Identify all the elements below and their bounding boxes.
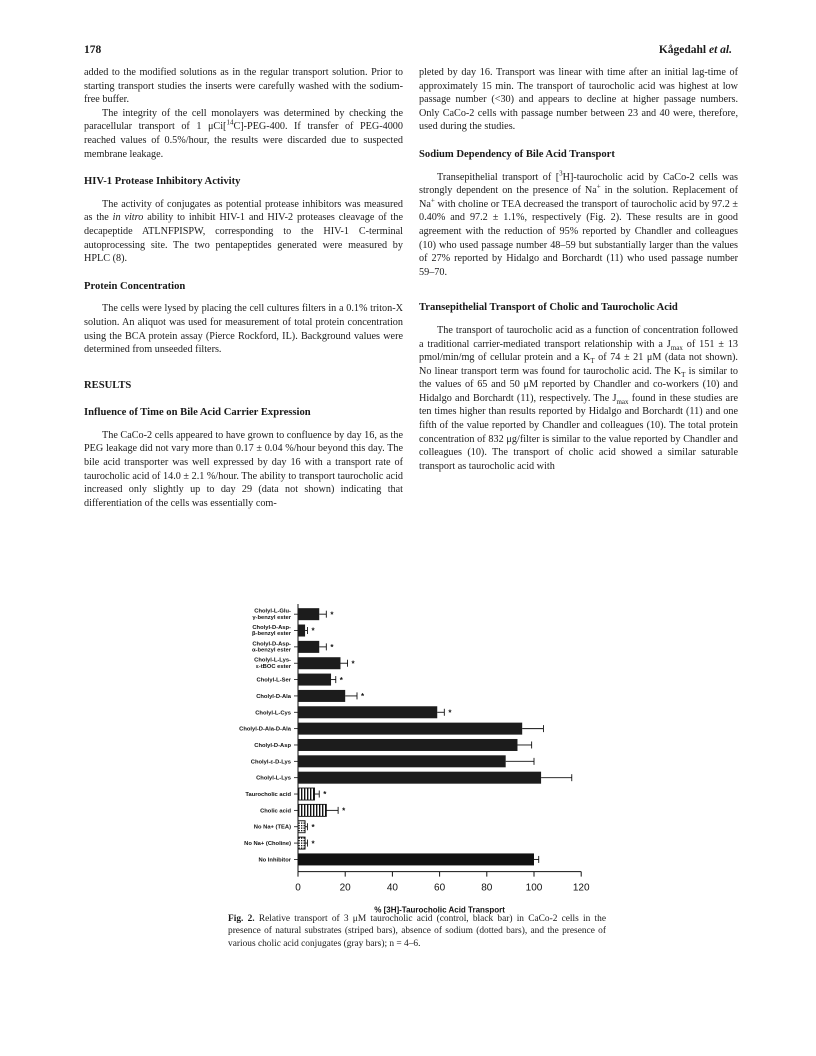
- bar: [298, 837, 305, 849]
- paragraph: The CaCo-2 cells appeared to have grown to confluence by day 16, as the PEG leakage did not vary more than 0.17 ± 0.04 %/hour beyond this day. The bile acid transporter was well expressed by day 16 with a transport rate of taurocholic acid of 14.0 ± 2.1 %/hour. The ability to transport taurocholic acid increased only slightly up to day 29 (data not shown) indicating that differentiation of the cells was essentially com-: [84, 429, 403, 509]
- category-label-line: Cholyl-D-Ala: [256, 693, 291, 700]
- x-tick-label: 100: [525, 882, 543, 894]
- category-label: [256, 776, 291, 782]
- significance-marker: *: [311, 626, 315, 636]
- category-label: [254, 825, 291, 831]
- bar: [298, 625, 305, 637]
- section-heading-results: RESULTS: [84, 379, 132, 391]
- significance-marker: *: [448, 708, 452, 718]
- x-tick-label: 0: [295, 882, 301, 894]
- right-column: [419, 66, 738, 473]
- category-label-line: No Na+ (Choline): [244, 841, 291, 848]
- category-label-line: Cholic acid: [260, 808, 291, 815]
- category-label: [260, 808, 291, 814]
- category-label-line: Cholyl-ε-D-Lys: [250, 759, 291, 766]
- section-heading-transport: Transepithelial Transport of Cholic and Taurocholic Acid: [419, 302, 678, 314]
- category-label-line: Cholyl-D-Asp: [254, 742, 291, 749]
- section-heading-time: Influence of Time on Bile Acid Carrier Expression: [84, 407, 311, 419]
- bar: [298, 690, 345, 702]
- x-tick-label: 40: [386, 882, 398, 894]
- paragraph: pleted by day 16. Transport was linear with time after an initial lag-time of approximately 15 min. The transport of taurocholic acid was highest at low passage number (<30) and appears to decline at higher passage numbers. Only CaCo-2 cells with passage number between 23 and 40 were, therefore, used during the studies.: [419, 67, 738, 133]
- page-number: 178: [84, 44, 102, 56]
- category-label-line: No Inhibitor: [258, 857, 291, 864]
- paragraph: The cells were lysed by placing the cell cultures filters in a 0.1% triton-X solution. An aliquot was used for measurement of total protein concentration using the BCA protein assay (Pierce Rockford, IL). Background values were determined from unseeded filters.: [84, 303, 403, 356]
- category-label: [255, 710, 291, 716]
- category-label: [257, 678, 292, 684]
- bar: [298, 674, 331, 686]
- significance-marker: *: [351, 659, 355, 669]
- category-label-line: ε-tBOC ester: [256, 663, 291, 670]
- category-label: [245, 792, 291, 798]
- x-axis-title: % [3H]-Taurocholic Acid Transport: [374, 905, 505, 915]
- category-label-line: Cholyl-L-Cys: [255, 710, 291, 717]
- bar: [298, 821, 305, 833]
- significance-marker: *: [339, 675, 343, 685]
- bar: [298, 739, 517, 751]
- significance-marker: *: [311, 822, 315, 832]
- bar: [298, 788, 315, 800]
- significance-marker: *: [323, 790, 327, 800]
- section-heading-hiv: HIV-1 Protease Inhibitory Activity: [84, 176, 241, 188]
- category-label: [256, 694, 292, 700]
- running-head-authors: Kågedahl: [658, 44, 707, 56]
- category-label-line: α-benzyl ester: [251, 647, 291, 654]
- category-label-line: Cholyl-L-Ser: [256, 677, 291, 684]
- category-label: [252, 609, 291, 621]
- category-label: [252, 625, 292, 637]
- significance-marker: *: [311, 839, 315, 849]
- category-label: [239, 727, 292, 733]
- paragraph: The activity of conjugates as potential protease inhibitors was measured as the in vitro ability to inhibit HIV-1 and HIV-2 proteases cleavage of the decapeptide ATLNFPISPW, corresponding to the HIV-1 C-terminal autoprocessing site. The two pentapeptides generated were measured by HPLC (8).: [84, 198, 404, 265]
- paragraph: The transport of taurocholic acid as a function of concentration followed a traditional carrier-mediated transport relationship with a $J_{max}$ of 151 ± 13 pmol/min/mg of cellular protein and a $K_T$ of 74 ± 21 μM (data not shown). No linear transport term was found for taurocholic acid. The $K_T$ is similar to the values of 65 and 50 μM reported by Chandler and co-workers (10) and Hidalgo and Borchardt (11), respectively. The $J_{max}$ found in these studies are ten times higher than results reported by Hidalgo and Borchardt (11) and one fifth of the value reported by Chandler and colleagues (10). The total protein concentration of 832 μg/filter is similar to the value reported by Chandler and colleagues (10). The transport of cholic acid showed a similar saturable transport as taurocholic acid with: [419, 324, 739, 472]
- running-head-etal: et al.: [709, 44, 732, 56]
- x-tick-label: 20: [339, 882, 351, 894]
- x-tick-label: 60: [434, 882, 446, 894]
- category-label-line: Cholyl-L-Lys: [256, 775, 291, 782]
- category-label-line: β-benzyl ester: [252, 631, 291, 638]
- category-label-line: Cholyl-D-Asp-: [252, 625, 291, 632]
- category-label: [254, 658, 292, 670]
- category-label: [251, 759, 291, 765]
- bar: [298, 641, 319, 653]
- paragraph: Transepithelial transport of [$^3$H]-taurocholic acid by CaCo-2 cells was strongly dependent on the presence of Na+ in the solution. Replacement of Na+ with choline or TEA decreased the transport of taurocholic acid by 97.2 ± 0.40% and 97.2 ± 1.1%, respectively (Fig. 2). These results are in good agreement with the reduction of 95% reported by Chandler and colleagues (10) who used passage number 48–59 but substantially larger than the values of 27% reported by Hidalgo and Borchardt (11) who used passage number 59–70.: [419, 169, 738, 278]
- bar: [298, 657, 340, 669]
- x-tick-label: 80: [481, 882, 493, 894]
- paragraph: added to the modified solutions as in the regular transport solution. Prior to starting transport studies the inserts were carefully washed with the sodium-free buffer.: [84, 67, 403, 106]
- category-label: [252, 641, 292, 653]
- category-label-line: No Na+ (TEA): [253, 824, 291, 831]
- category-label: [244, 841, 291, 847]
- section-heading-sodium: Sodium Dependency of Bile Acid Transport: [419, 148, 615, 160]
- bar: [298, 853, 534, 865]
- bar-chart: [226, 600, 606, 918]
- significance-marker: *: [361, 692, 365, 702]
- significance-marker: *: [342, 806, 346, 816]
- x-tick-label: 120: [572, 882, 590, 894]
- paragraph: The integrity of the cell monolayers was determined by checking the paracellular transport of 1 μCi[$^{14}$C]-PEG-400. If transfer of PEG-4000 reached values of 0.5%/hour, the results were discarded due to suspected membrane leakage.: [84, 107, 403, 160]
- bar: [298, 723, 522, 735]
- bar: [298, 804, 326, 816]
- bar: [298, 706, 437, 718]
- bar: [298, 772, 541, 784]
- category-label-line: Taurocholic acid: [245, 792, 291, 799]
- running-head: [659, 44, 732, 56]
- left-column: [84, 66, 403, 510]
- figure-2: [226, 600, 606, 918]
- section-heading-protein: Protein Concentration: [84, 280, 186, 292]
- category-label: [258, 857, 291, 863]
- category-label-line: Cholyl-D-Asp-: [252, 641, 291, 648]
- category-label-line: γ-benzyl ester: [252, 614, 291, 621]
- category-label: [254, 743, 291, 749]
- category-label-line: Cholyl-D-Ala-D-Ala: [239, 726, 291, 733]
- significance-marker: *: [330, 610, 334, 620]
- figure-caption: Fig. 2. Relative transport of 3 μM taurocholic acid (control, black bar) in CaCo-2 cells in the presence of natural substrates (striped bars), absence of sodium (dotted bars), and the presence of various cholic acid conjugates (gray bars); n = 4–6.: [228, 914, 606, 949]
- significance-marker: *: [330, 643, 334, 653]
- bar: [298, 608, 319, 620]
- category-label-line: Cholyl-L-Lys-: [254, 657, 291, 664]
- category-label-line: Cholyl-L-Glu-: [254, 608, 291, 615]
- bar: [298, 755, 506, 767]
